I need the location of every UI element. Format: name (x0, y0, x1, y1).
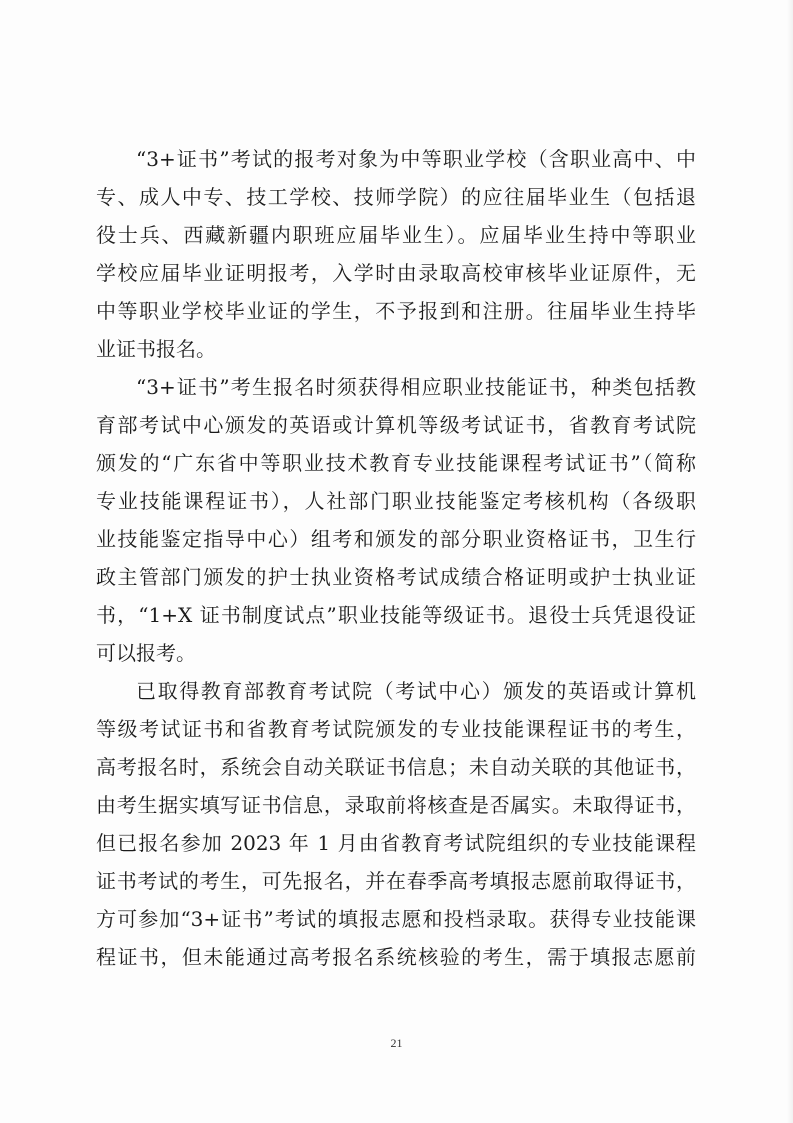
text-line: 专、成人中专、技工学校、技师学院）的应往届毕业生（包括退 (96, 185, 696, 209)
text-line: 颁发的“广东省中等职业技术教育专业技能课程考试证书”（简称 (96, 451, 696, 475)
text-line: 由考生据实填写证书信息，录取前将核查是否属实。未取得证书， (96, 793, 696, 817)
text-line: 已取得教育部教育考试院（考试中心）颁发的英语或计算机 (136, 679, 696, 703)
text-line: 方可参加“3+证书”考试的填报志愿和投档录取。获得专业技能课 (96, 907, 696, 931)
page-number: 21 (390, 1036, 403, 1050)
text-line: “3+证书”考生报名时须获得相应职业技能证书，种类包括教 (136, 375, 696, 399)
text-line: 业技能鉴定指导中心）组考和颁发的部分职业资格证书，卫生行 (96, 527, 696, 551)
text-line: “3+证书”考试的报考对象为中等职业学校（含职业高中、中 (136, 147, 696, 171)
paragraph-1 (96, 140, 696, 368)
text-line: 育部考试中心颁发的英语或计算机等级考试证书，省教育考试院 (96, 413, 696, 437)
text-line: 中等职业学校毕业证的学生，不予报到和注册。往届毕业生持毕 (96, 299, 696, 323)
text-line: 专业技能课程证书），人社部门职业技能鉴定考核机构（各级职 (96, 489, 696, 513)
paragraph-2 (96, 368, 696, 672)
paragraph-3 (96, 672, 696, 976)
text-line: 役士兵、西藏新疆内职班应届毕业生）。应届毕业生持中等职业 (96, 223, 696, 247)
text-line: 政主管部门颁发的护士执业资格考试成绩合格证明或护士执业证 (96, 565, 696, 589)
text-line: 业证书报名。 (96, 337, 216, 361)
page-edge-shadow (787, 0, 793, 1123)
text-line: 证书考试的考生，可先报名，并在春季高考填报志愿前取得证书， (96, 869, 696, 893)
body-text (96, 140, 696, 976)
text-line: 可以报考。 (96, 641, 196, 665)
text-line: 书，“1+X 证书制度试点”职业技能等级证书。退役士兵凭退役证 (96, 603, 696, 627)
text-line: 高考报名时，系统会自动关联证书信息；未自动关联的其他证书， (96, 755, 696, 779)
text-line: 但已报名参加 2023 年 1 月由省教育考试院组织的专业技能课程 (96, 831, 696, 855)
text-line: 等级考试证书和省教育考试院颁发的专业技能课程证书的考生， (96, 717, 696, 741)
text-line: 程证书，但未能通过高考报名系统核验的考生，需于填报志愿前 (96, 945, 696, 969)
text-line: 学校应届毕业证明报考，入学时由录取高校审核毕业证原件，无 (96, 261, 696, 285)
